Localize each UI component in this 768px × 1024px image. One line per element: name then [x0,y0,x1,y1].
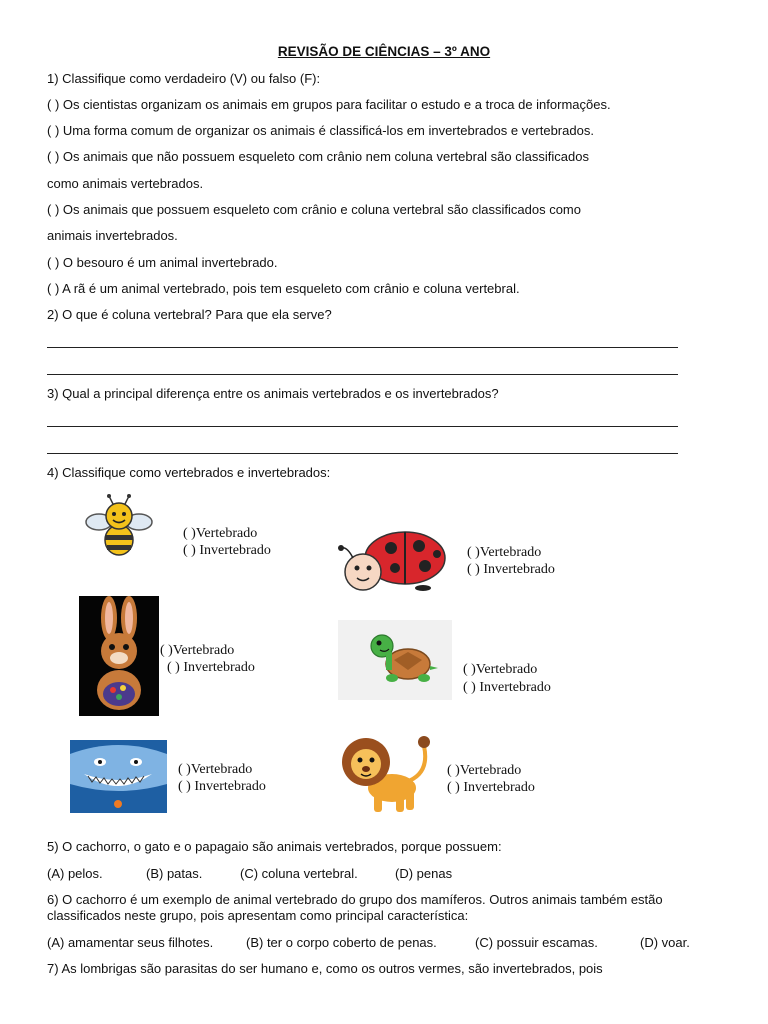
question-4-prompt: 4) Classifique como vertebrados e invertebrados: [47,465,331,480]
q1-item-3-cont: como animais vertebrados. [47,176,204,191]
page-title: REVISÃO DE CIÊNCIAS – 3º ANO [277,44,491,59]
rabbit-image [79,596,159,716]
q5-choice-c[interactable]: (C) coluna vertebral. [240,866,358,881]
q6-choice-c[interactable]: (C) possuir escamas. [475,935,598,950]
ladybug-option-vertebrado[interactable]: ( )Vertebrado [467,545,542,560]
question-1-prompt: 1) Classifique como verdadeiro (V) ou falso (F): [47,71,321,86]
bee-image [85,494,153,560]
lion-option-invertebrado[interactable]: ( ) Invertebrado [447,780,535,795]
turtle-option-invertebrado[interactable]: ( ) Invertebrado [463,680,551,695]
q1-item-6: ( ) A rã é um animal vertebrado, pois tem esqueleto com crânio e coluna vertebral. [47,281,520,296]
question-6-prompt-cont: classificados neste grupo, pois apresentam como principal característica: [47,908,469,923]
turtle-image [338,620,452,700]
question-3-prompt: 3) Qual a principal diferença entre os animais vertebrados e os invertebrados? [47,386,499,401]
question-2-prompt: 2) O que é coluna vertebral? Para que ela serve? [47,307,332,322]
ladybug-option-invertebrado[interactable]: ( ) Invertebrado [467,562,555,577]
q6-choice-a[interactable]: (A) amamentar seus filhotes. [47,935,214,950]
q1-item-2: ( ) Uma forma comum de organizar os animais é classificá-los em invertebrados e vertebrados. [47,123,594,138]
question-6-prompt: 6) O cachorro é um exemplo de animal vertebrado do grupo dos mamíferos. Outros animais também estão [47,892,663,907]
q6-choice-d[interactable]: (D) voar. [640,935,690,950]
shark-image [70,740,167,813]
shark-option-vertebrado[interactable]: ( )Vertebrado [178,762,253,777]
q1-item-5: ( ) O besouro é um animal invertebrado. [47,255,278,270]
q1-item-3: ( ) Os animais que não possuem esqueleto com crânio nem coluna vertebral são classificados [47,149,589,164]
lion-option-vertebrado[interactable]: ( )Vertebrado [447,763,522,778]
q5-choice-d[interactable]: (D) penas [395,866,453,881]
shark-option-invertebrado[interactable]: ( ) Invertebrado [178,779,266,794]
q1-item-1: ( ) Os cientistas organizam os animais em grupos para facilitar o estudo e a troca de informações. [47,97,611,112]
answer-line[interactable] [47,426,678,427]
rabbit-option-invertebrado[interactable]: ( ) Invertebrado [167,660,255,675]
q5-choice-b[interactable]: (B) patas. [146,866,203,881]
lion-image [340,730,436,818]
answer-line[interactable] [47,347,678,348]
rabbit-option-vertebrado[interactable]: ( )Vertebrado [160,643,235,658]
q1-item-4-cont: animais invertebrados. [47,228,178,243]
answer-line[interactable] [47,453,678,454]
q5-choice-a[interactable]: (A) pelos. [47,866,103,881]
bee-option-vertebrado[interactable]: ( )Vertebrado [183,526,258,541]
question-7-prompt: 7) As lombrigas são parasitas do ser humano e, como os outros vermes, são invertebrados, pois [47,961,603,976]
turtle-option-vertebrado[interactable]: ( )Vertebrado [463,662,538,677]
question-5-prompt: 5) O cachorro, o gato e o papagaio são animais vertebrados, porque possuem: [47,839,502,854]
answer-line[interactable] [47,374,678,375]
q1-item-4: ( ) Os animais que possuem esqueleto com crânio e coluna vertebral são classificados como [47,202,581,217]
ladybug-image [333,522,448,598]
q6-choice-b[interactable]: (B) ter o corpo coberto de penas. [246,935,437,950]
bee-option-invertebrado[interactable]: ( ) Invertebrado [183,543,271,558]
